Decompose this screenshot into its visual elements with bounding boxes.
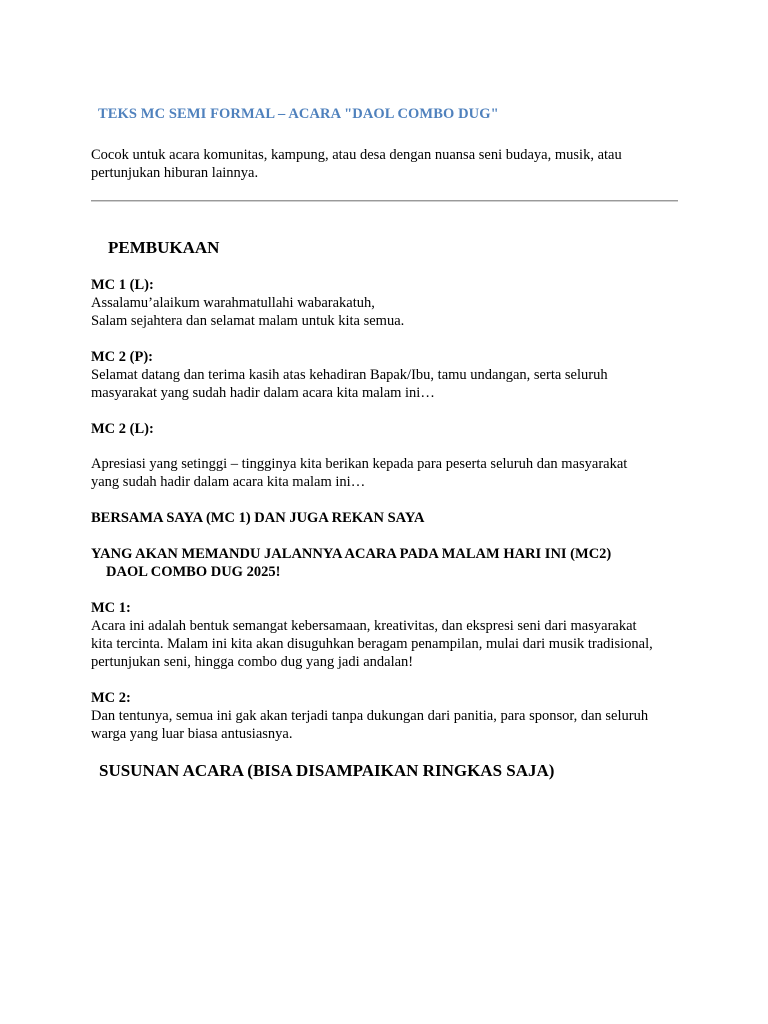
paragraph-line: kita tercinta. Malam ini kita akan disuguhkan beragam penampilan, mulai dari musik tradisional, — [91, 636, 653, 652]
speaker-label-mc2-l: MC 2 (L): — [91, 421, 154, 437]
mc2-paragraph — [91, 707, 681, 743]
paragraph-line: warga yang luar biasa antusiasnya. — [91, 726, 293, 742]
document-title: TEKS MC SEMI FORMAL – ACARA "DAOL COMBO DUG" — [98, 106, 499, 122]
intro-line: Cocok untuk acara komunitas, kampung, atau desa dengan nuansa seni budaya, musik, atau — [91, 147, 622, 163]
speaker-label-mc1: MC 1: — [91, 600, 131, 616]
paragraph-line: Salam sejahtera dan selamat malam untuk kita semua. — [91, 313, 405, 329]
section-heading-schedule: SUSUNAN ACARA (BISA DISAMPAIKAN RINGKAS SAJA) — [99, 761, 555, 780]
mc1-l-paragraph — [91, 294, 681, 330]
intro-paragraph — [91, 146, 681, 182]
intro-line: pertunjukan hiburan lainnya. — [91, 165, 259, 181]
speaker-label-mc2-p: MC 2 (P): — [91, 349, 154, 365]
paragraph-line: Dan tentunya, semua ini gak akan terjadi tanpa dukungan dari panitia, para sponsor, dan seluruh — [91, 708, 649, 724]
paragraph-line: yang sudah hadir dalam acara kita malam ini… — [91, 474, 366, 490]
horizontal-divider — [91, 200, 678, 202]
mc2-l-paragraph — [91, 455, 681, 491]
section-heading-opening: PEMBUKAAN — [108, 238, 220, 257]
mc2-p-paragraph — [91, 366, 681, 402]
yang-akan-line: YANG AKAN MEMANDU JALANNYA ACARA PADA MALAM HARI INI (MC2) — [91, 546, 612, 562]
speaker-label-mc2: MC 2: — [91, 690, 131, 706]
mc1-paragraph — [91, 617, 681, 671]
paragraph-line: Assalamu’alaikum warahmatullahi wabarakatuh, — [91, 295, 375, 311]
bersama-line: BERSAMA SAYA (MC 1) DAN JUGA REKAN SAYA — [91, 510, 425, 526]
paragraph-line: Apresiasi yang setinggi – tingginya kita berikan kepada para peserta seluruh dan masyarakat — [91, 456, 628, 472]
paragraph-line: masyarakat yang sudah hadir dalam acara kita malam ini… — [91, 385, 435, 401]
event-name-line: DAOL COMBO DUG 2025! — [106, 564, 281, 580]
paragraph-line: Acara ini adalah bentuk semangat kebersamaan, kreativitas, dan ekspresi seni dari masyarakat — [91, 618, 637, 634]
paragraph-line: Selamat datang dan terima kasih atas kehadiran Bapak/Ibu, tamu undangan, serta seluruh — [91, 367, 608, 383]
paragraph-line: pertunjukan seni, hingga combo dug yang jadi andalan! — [91, 654, 414, 670]
speaker-label-mc1-l: MC 1 (L): — [91, 277, 154, 293]
